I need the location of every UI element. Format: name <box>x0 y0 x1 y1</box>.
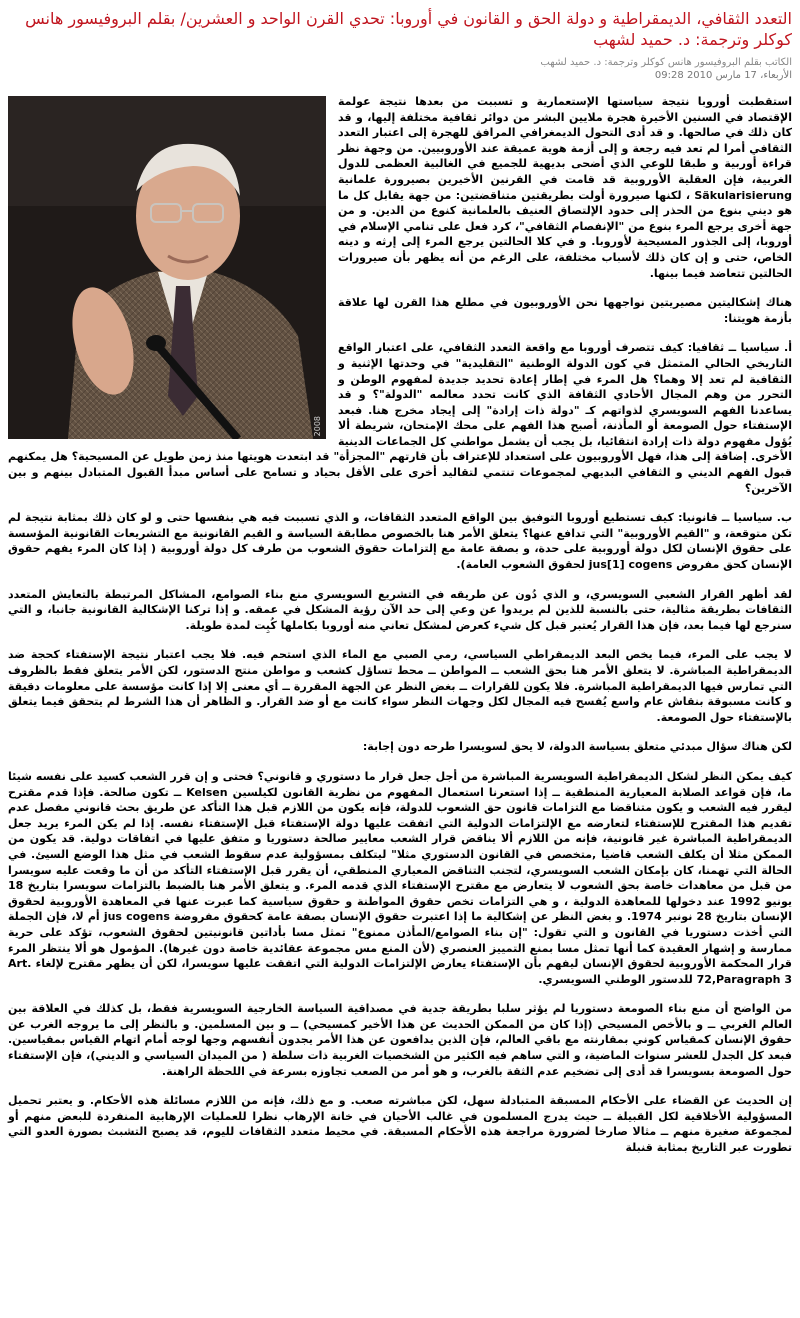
paragraph: كيف يمكن النظر لشكل الديمقراطية السويسرية المباشرة من أجل جعل قرار ما دستوري و قانوني؟ فحتى و إن قرر الشعب كسيد على نفسه شيئا ما، فإن قواعد الصلابة المعيارية المنطقية ــ إذا استعرنا استعمال المفهوم من نظرية القانون لكيلسين Kelsen ــ تكون صالحة. فإذا قدم مقترح ليقرر فيه الشعب و يكون متناقضا مع التزامات قانون حق الشعوب للدولة، فإنه يكون من اللازم قبل هذا التأكد عن طريق بحث قانوني مفصل عدم تقديم هذا المقترح للإستفتاء لتعارضه مع الإلتزامات الدولية التي اتفقت عليها دولة الإستفتاء قبل الإستفتاء نفسه. إذا لم يكن المرء يريد جعل الديمقراطية المباشرة غير قانونية، فإنه من اللازم ألا يناقض قرار الشعب معايير صالحة دستوريا و متفق عليها في اتفاقات دولية. قد يكون من الممكن مثلا أن يكلف الشعب قاضيا ,متخصص في القانون الدستوري مثلا" ليتكلف بمسؤولية عدم سقوط الشعب في مثل هذا الوضع السيئ. في الحالة التي تهمنا، كان بإمكان الشعب السويسري، لتجنب التناقض المعياري المنطقي، أن يقرر قبل الإستفتاء التأكد من أن ما وقعت عليه سويسرا من قبل من معاهدات خاصة بحق الشعوب لا يتعارض مع مقترح الإستفتاء الذي قدمه المرء. و يتعلق الأمر هنا بالضبط بالتزامات سويسرا بتاريخ 18 يونيو 1992 عند دخولها للمعاهدة الدولية ، و هي التزامات تخص حقوق المواطنة و حقوق سياسية كما عبرت عنها في المعاهدة الأوروبية لحقوق الإنسان بتاريخ 28 نونبر 1974. و بغض النظر عن إشكالية ما إذا اعتبرت حقوق الإنسان بصفة عامة كحقوق مفروضة jus cogens أم لا، فإن الجملة التي أخذت دستوريا في القانون و التي تقول: "إن بناء الصوامع/المأذن ممنوع" تمثل مسا بأداتين قانونيتين لحقوق الشعوب، تؤكد على حرية ممارسة و إشهار العقيدة كما أنها تمثل مسا بمنع التمييز العنصري (لأن المنع مس مجموعة عقائدية خاصة دون غيرها). المؤمول هو ألا ينتظر المرء قرار المحكمة الأوروبية لحقوق الإنسان ليفهم بأن الإستفتاء يعارض الإلتزامات الدولية التي اتفقت عليها سويسرا، لكن أن يظهر مقترح لإلغاء Art. 72,Paragraph 3 للدستور الوطني السويسري. <box>8 769 793 986</box>
paragraph: لقد أظهر القرار الشعبي السويسري، و الذي دُون عن طريقه في التشريع السويسري منع بناء الصوامع، المشاكل المرتبطة بالتعايش المتعدد الثقافات بطريقة مثالية، حتى بالنسبة للذين لم يريدوا عن وعي إلى حد الآن رؤية المشكل في عمقه. و إذا تركنا الإشكالية القانونية جانبا، و التي سنرجع لها فيما بعد، فإن هذا القرار يُعتبر قبل كل شيء كعرض لمشكل تعاني منه أوروبا بكاملها كُبِت لمدة طويلة. <box>8 587 792 632</box>
paragraph: هناك إشكاليتين مصيريتين نواجهها نحن الأوروبيون في مطلع هذا القرن لها علاقة بأزمة هويتنا: <box>338 296 792 325</box>
article-byline: الكاتب بقلم البروفيسور هانس كوكلر وترجمة: د. حميد لشهب <box>540 57 792 68</box>
paragraph: إن الحديث عن القضاء على الأحكام المسبقة المتبادلة سهل، لكن مباشرته صعب. و مع ذلك، فإنه من اللازم مسائلة هذه الأحكام. و يعتبر تحميل المسؤولية الأخلاقية لكل القبيلة ــ حيث يدرج المسلمون في غالب الأحيان في خانة الإرهاب نظرا للعمليات الإرهابية المنفردة للبعض منهم أو لمجموعة صغيرة منهم ــ مثالا صارخا لضرورة مراجعة هذه الأحكام المسبقة. في محيط متعدد الثقافات لليوم، قد يصبح التشبث بصورة العدو التي تطورت عبر التاريخ بمثابة قنبلة <box>8 1094 792 1155</box>
paragraph: أ. سياسيا ــ ثقافيا: كيف تتصرف أوروبا مع واقعة التعدد الثقافي، على اعتبار الواقع التاريخي الحالي المتمثل في كون الدولة الوطنية "التقليدية" في وحدتها الإثنية و الثقافية لم تعد إلا وهما؟ هل المرء في إطار إعادة تحديد جديدة لمفهوم الوطن و التحرر من وهم المجال الأحادي الثقافة الذي كانت تحدد معالمه "الدولة"؟ و قد يساعدنا الفهم السويسري لذواتهم كـ "دولة ذات إرادة" إلى إيجاد مخرج هنا. فبعد الإستفتاء حول الصومعة أو المأذنة، أصبح هذا الفهم على محك الإمتحان، شريطة ألا يُؤول مفهوم دولة ذات إرادة انتقائيا، بل يجب أن يشمل مواطني كل الجماعات الدينية الأخرى. إضافة إلى هذا، فهل الأوروبيون على استعداد للإعتراف بأن قارتهم "المجزأة" قد ابتعدت هويتها منذ زمن طويل عن المسيحية؟ هل يمكنهم قبول الفهم الديني و الثقافي البديهي لمجموعات تنتمي لتقاليد أخرى على الأقل بحياد و تسامح على أساس مبدأ القبول المتبادل بينهم و بين الآخرين؟ <box>8 341 792 495</box>
paragraph: ب. سياسيا ــ قانونيا: كيف تستطيع أوروبا التوفيق بين الواقع المتعدد الثقافات، و الذي تسببت فيه هي بنفسها حتى و لو كان ذلك بمثابة نتيجة لم تكن متوقعة، و "القيم الأوروبية" التي تدافع عنها؟ يتعلق الأمر هنا بالخصوص مطابقة السياسة و القيم القانونية مع التشريعات القانونية المؤسسة على حقوق الإنسان لكل دولة أوروبية على حدة، و بصفة عامة مع إلتزامات حقوق الشعوب من طرف كل دولة أوروبية ( إذا كان المرء يفهم حقوق الإنسان كحق مفروض jus[1] cogens لحقوق الشعوب العامة). <box>8 511 792 572</box>
paragraph: من الواضح أن منع بناء الصومعة دستوريا لم يؤثر سلبا بطريقة جدية في مصداقية السياسة الخارجية السويسرية فقط، بل كذلك في العلاقة بين العالم الغربي ــ و بالأخص المسيحي (إذا كان من الممكن الحديث عن هذا الأخير كمسيحي) ــ و بين المسلمين. و بالنظر إلى ما يروجه الغرب عن حقوق الإنسان كمقياس كوني بمقارنته مع باقي العالم، فإن الذين يدافعون عن هذا الأمر يجدون أنفسهم وجها لوجه أمام اتهام القياس بمقياسين. فبعد كل الجدل للعشر سنوات الماضية، و التي ساهم فيه الكثير من الشخصيات الغربية ذات سلطة ( من الميدان السياسي و الديني)، فإن الإستفتاء حول الصومعة بسويسرا قد أدى إلى تضخيم عدم الثقة بالغرب، و هو أمر من الصعب تجاوزه بسرعة في اللحظة الراهنة. <box>8 1002 792 1078</box>
paragraph: استقطبت أوروبا نتيجة سياستها الإستعمارية و تسببت من بعدها نتيجة عولمة الإقتصاد في السنين الأخيرة هجرة ملايين البشر من دوائر ثقافية مختلفة إليها، و قد كان ذلك في صالحها. و قد أدى التحول الديمغرافي المرافق للهجرة إلى اعتبار التعدد الثقافي أمرا لم تعد فيه رجعة و إلى أزمة هوية عميقة عند الأوروبيين. من وجهة نظر قراءة أوربية و طبقا للوعي الذي أضحى بديهية للجميع في الغالبية العظمى للدول الغربية، فإن العقلية الأوروبية قد قامت في القرنين الأخيرين بصيرورة علمانية Säkularisierung ، لكنها صيرورة أولت بطريقتين متناقضتين: من جهة يقابل كل ما هو ديني بنوع من الحذر إلى حدود الإلتصاق العنيف بالعلمانية كنوع من الدين. و من جهة أخرى يرجع المرء بنوع من "الإنفصام الثقافي"، كرد فعل على تنامي الإسلام في أوروبا، إلى الجذور المسيحية لأوروبا. و في كلا الحالتين يرجع المرء إلى إرثه و دينه الخاص، حتى و إن كان ذلك لأسباب مختلفة، على الرغم من أنه يظهر بأن صيرورات الحالتين تتعاضد فيما بينها. <box>338 95 792 280</box>
photo-credit: 2008 <box>313 415 322 436</box>
author-photo-illustration <box>8 96 326 439</box>
article-date: الأربعاء، 17 مارس 2010 09:28 <box>654 70 792 81</box>
paragraph: لا يجب على المرء، فيما يخص البعد الديمقراطي السياسي، رمي الصبي مع الماء الذي استحم فيه. فلا يجب اعتبار نتيجة الإستفتاء كحجة ضد الديمقراطية المباشرة. لا يتعلق الأمر هنا بحق الشعب ــ المواطن ــ محط تساؤل كشعب و مواطن منتج الدستور، لكن الأمر يتعلق فقط بالظروف التي تمارس فيها الديمقراطية المباشرة. فلا يكون للقرارات ــ بغض النظر عن الجهة المقررة ــ أي معنى إلا إذا كانت مؤسسة على معلومات دقيقة و كانت مسبوقة بنقاش عام واسع يُفسح فيه المجال لكل وجهات النظر سواء كانت مع أو ضد القرار. و الظاهر أن هذا الشرط لم يتحقق فيما يتعلق بالإستفتاء حول الصومعة. <box>8 648 792 724</box>
author-photo <box>8 96 326 439</box>
paragraph: لكن هناك سؤال مبدئي متعلق بسياسة الدولة، لا يحق لسويسرا طرحه دون إجابة: <box>362 740 792 754</box>
article-title: التعدد الثقافي، الديمقراطية و دولة الحق و القانون في أوروبا: تحدي القرن الواحد و العشرين/ بقلم البروفيسور هانس كوكلر وترجمة: د. حميد لشهب <box>25 9 792 49</box>
article <box>8 8 792 1170</box>
